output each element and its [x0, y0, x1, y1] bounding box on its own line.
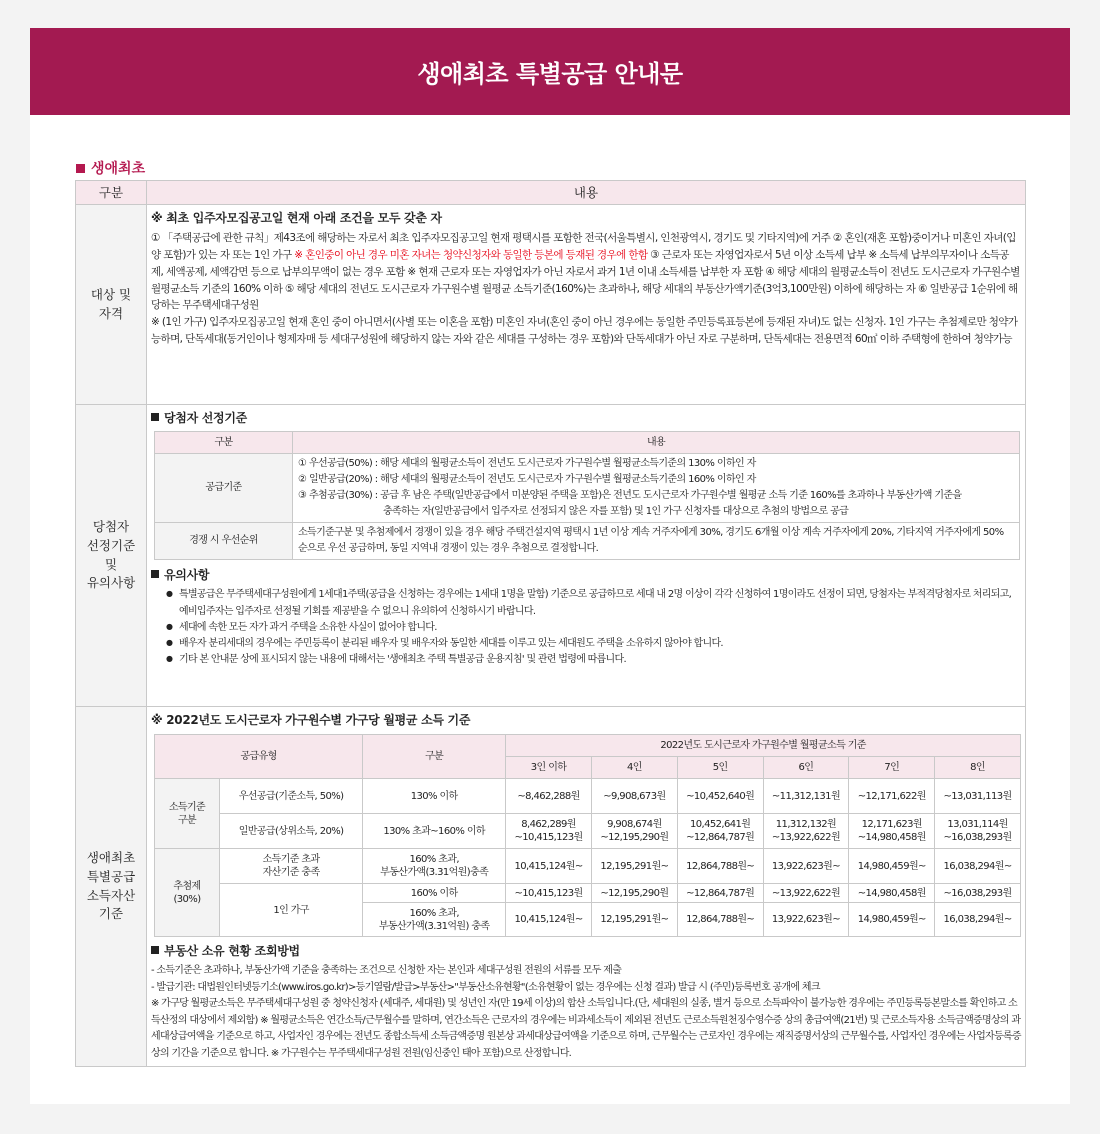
income-label: 생애최초 특별공급 소득자산 기준 [76, 707, 147, 1067]
header-col1: 구분 [76, 181, 147, 205]
supply-line: ② 일반공급(20%) : 해당 세대의 월평균소득이 전년도 도시근로자 가구원수별 월평균소득기준의 160% 이하인 자 [298, 474, 756, 486]
supply-line: ① 우선공급(50%) : 해당 세대의 월평균소득이 전년도 도시근로자 가구원수별 월평균소득기준의 130% 이하인 자 [298, 458, 756, 470]
header-col2: 내용 [147, 181, 1026, 205]
selection-table [154, 431, 1020, 560]
eligibility-heading: ※ 최초 입주자모집공고일 현재 아래 조건을 모두 갖춘 자 [151, 211, 442, 225]
income-gubun: 130% 초과~160% 이하 [363, 814, 506, 849]
notice-page [30, 28, 1070, 1104]
income-cell: 13,031,114원 ~16,038,293원 [935, 814, 1021, 849]
income-group-lottery: 추첨제 (30%) [155, 849, 220, 937]
square-bullet-icon [76, 164, 85, 173]
real-estate-notes [151, 963, 1021, 1062]
eligibility-paragraph-2: ※ (1인 가구) 입주자모집공고일 현재 혼인 중이 아니면서(사별 또는 이혼을 포함) 미혼인 자녀(혼인 중이 아닌 경우에는 동일한 주민등록표등본에 등재된 자녀)도 없는 신청자. 1인 가구는 추첨제로만 청약가능하며, 단독세대(동거인이나 형제자매 등 세대구성원에 해당하지 않는 자와 같은 세대를 구성하는 경우 포함)와 단독세대가 아닌 자로 구분하며, 단독세대는 전용면적 60㎡ 이하 주택형에 한하여 청약가능 [151, 316, 1018, 345]
income-row-general [155, 814, 1021, 849]
income-gubun: 130% 이하 [363, 779, 506, 814]
supply-line: ③ 추첨공급(30%) : 공급 후 남은 주택(일반공급에서 미분양된 주택을 포함)은 전년도 도시근로자 가구원수별 월평균 소득 기준 160%를 초과하나 부동산가액 기준을 [298, 490, 962, 502]
income-cell: ~9,908,673원 [591, 779, 677, 814]
notice-item: ● 세대에 속한 모든 자가 과거 주택을 소유한 사실이 없어야 합니다. [179, 620, 1021, 636]
income-cell: 16,038,294원~ [935, 849, 1021, 884]
income-calculation-note: ※ 가구당 월평균소득은 무주택세대구성원 중 청약신청자 (세대주, 세대원) 및 성년인 자(만 19세 이상)의 합산 소득입니다.(단, 세대원의 실종, 별거 등으로 소득파악이 불가능한 경우에는 주민등록등본말소를 확인하고 소득산정의 대상에서 제외함) ※ 월평균소득은 연간소득/근무월수를 말하며, 연간소득은 근로자의 경우에는 비과세소득이 제외된 전년도 근로소득원천징수영수증 상의 총급여액(21번) 및 근로소득자용 소득금액증명상의 과세대상급여액을 기준으로 하고, 사업자인 경우에는 전년도 종합소득세 소득금액증명 원본상 과세대상급여액을 기준으로 하며, 근무월수는 근로자인 경우에는 재직증명서상의 근무월수를, 사업자인 경우에는 사업자등록증상의 기간을 기준으로 합니다. ※ 가구원수는 무주택세대구성원 전원(임신중인 태아 포함)으로 산정합니다. [151, 998, 1021, 1059]
page-title-banner [30, 28, 1070, 115]
real-estate-heading-text: 부동산 소유 현황 조회방법 [164, 944, 300, 959]
income-gubun: 160% 초과, 부동산가액(3.31억원)충족 [363, 849, 506, 884]
real-estate-line: - 소득기준은 초과하나, 부동산가액 기준을 충족하는 조건으로 신청한 자는 본인과 세대구성원 전원의 서류를 모두 제출 [151, 965, 622, 977]
selection-content [147, 405, 1026, 707]
notice-heading [151, 566, 1021, 585]
income-cell: 12,195,291원~ [591, 849, 677, 884]
income-row-single [155, 884, 1021, 903]
page-title: 생애최초 특별공급 안내문 [417, 60, 683, 88]
income-cell: 10,415,124원~ [506, 903, 592, 937]
income-cell: 14,980,459원~ [849, 849, 935, 884]
income-th-group: 2022년도 도시근로자 가구원수별 월평균소득 기준 [506, 735, 1021, 757]
eligibility-label: 대상 및 자격 [76, 205, 147, 405]
selection-label: 당첨자 선정기준 및 유의사항 [76, 405, 147, 707]
real-estate-line: - 발급기관: 대법원인터넷등기소(www.iros.go.kr)>등기열람/발급>부동산>"부동산소유현황"(소유현황이 없는 경우에는 신청 결과) 발급 시 (주민)등록번호 공개에 체크 [151, 981, 820, 993]
supply-criteria-label: 공급기준 [155, 454, 293, 523]
income-cell: 10,452,641원 ~12,864,787원 [677, 814, 763, 849]
income-cell: ~16,038,293원 [935, 884, 1021, 903]
income-th-type: 공급유형 [155, 735, 363, 779]
income-cell: ~14,980,458원 [849, 884, 935, 903]
eligibility-text-b: ③ 근로자 또는 자영업자로서 5년 이상 소득세 납부 ※ 소득세 납부의무자이나 소득공제, 세액공제, 세액감면 등으로 납부의무액이 없는 경우 포함 ※ 현재 근로자 또는 자영업자가 아닌 자로서 과거 1년 이내 소득세를 납부한 자 포함 ④ 해당 세대의 월평균소득이 전년도 도시근로자 가구원수별 월평균소득 기준의 160% 이하 ⑤ 해당 세대의 전년도 도시근로자 가구원수별 월평균 소득기준(160%)는 초과하나, 해당 세대의 부동산가액기준(3억3,100만원) 이하에 해당하는 자 ⑥ 일반공급 1순위에 해당하는 무주택세대구성원 [151, 248, 1020, 312]
income-group-income: 소득기준 구분 [155, 779, 220, 849]
income-row-lottery-asset [155, 849, 1021, 884]
priority-content: 소득기준구분 및 추첨제에서 경쟁이 있을 경우 해당 주택건설지역 평택시 1년 이상 계속 거주자에게 30%, 경기도 6개월 이상 계속 거주자에게 20%, 기타지역 거주자에게 50% 순으로 우선 공급하며, 동일 지역내 경쟁이 있는 경우 추첨으로 결정합니다. [293, 523, 1020, 560]
income-content [147, 707, 1026, 1067]
income-cell: ~12,171,622원 [849, 779, 935, 814]
income-cell: ~10,415,123원 [506, 884, 592, 903]
income-gubun: 160% 초과, 부동산가액(3.31억원) 충족 [363, 903, 506, 937]
notice-item: ● 특별공급은 무주택세대구성원에게 1세대1주택(공급을 신청하는 경우에는 1세대 1명을 말함) 기준으로 공급하므로 세대 내 2명 이상이 각각 신청하여 1명이라도 선정이 되면, 당첨자는 부적격당첨자로 처리되고, 예비입주자는 입주자로 선정될 기회를 제공받을 수 없으니 유의하여 신청하시기 바랍니다. [179, 587, 1021, 619]
real-estate-heading [151, 942, 1021, 961]
selection-table-head-2: 내용 [293, 432, 1020, 454]
selection-heading-text: 당첨자 선정기준 [164, 411, 247, 425]
income-cell: 8,462,289원 ~10,415,123원 [506, 814, 592, 849]
eligibility-text-a: ① 「주택공급에 관한 규칙」제43조에 해당하는 자로서 최초 입주자모집공고일 현재 평택시를 포함한 전국(서울특별시, 인천광역시, 경기도 및 기타지역)에 거주 ② 혼인(재혼 포함)중이거나 미혼인 자녀(입양 포함)가 있는 자 또는 1인 가구 [151, 232, 1016, 261]
income-th-person: 7인 [849, 757, 935, 779]
income-th-person: 8인 [935, 757, 1021, 779]
income-type: 일반공급(상위소득, 20%) [220, 814, 363, 849]
income-gubun: 160% 이하 [363, 884, 506, 903]
income-cell: ~13,922,622원 [763, 884, 849, 903]
income-type: 소득기준 초과 자산기준 충족 [220, 849, 363, 884]
income-cell: 13,922,623원~ [763, 849, 849, 884]
section-title-text: 생애최초 [91, 161, 146, 177]
income-cell: 12,171,623원 ~14,980,458원 [849, 814, 935, 849]
income-cell: ~13,031,113원 [935, 779, 1021, 814]
income-th-person: 6인 [763, 757, 849, 779]
main-table [75, 180, 1026, 1067]
income-th-person: 3인 이하 [506, 757, 592, 779]
supply-criteria-content [293, 454, 1020, 523]
supply-line: 충족하는 자(일반공급에서 입주자로 선정되지 않은 자를 포함) 및 1인 가구 신청자를 대상으로 추첨의 방법으로 공급 [383, 506, 849, 518]
income-cell: ~8,462,288원 [506, 779, 592, 814]
income-th-person: 5인 [677, 757, 763, 779]
selection-table-head-1: 구분 [155, 432, 293, 454]
income-cell: ~11,312,131원 [763, 779, 849, 814]
notice-list [151, 587, 1021, 668]
income-type: 1인 가구 [220, 884, 363, 937]
section-title [76, 158, 145, 178]
priority-label: 경쟁 시 우선순위 [155, 523, 293, 560]
income-cell: 11,312,132원 ~13,922,622원 [763, 814, 849, 849]
income-th-gubun: 구분 [363, 735, 506, 779]
income-cell: ~12,195,290원 [591, 884, 677, 903]
income-cell: ~12,864,787원 [677, 884, 763, 903]
income-cell: 9,908,674원 ~12,195,290원 [591, 814, 677, 849]
income-cell: 10,415,124원~ [506, 849, 592, 884]
income-cell: 14,980,459원~ [849, 903, 935, 937]
income-th-person: 4인 [591, 757, 677, 779]
income-cell: 13,922,623원~ [763, 903, 849, 937]
income-cell: 16,038,294원~ [935, 903, 1021, 937]
income-cell: 12,864,788원~ [677, 903, 763, 937]
income-row-priority [155, 779, 1021, 814]
income-type: 우선공급(기준소득, 50%) [220, 779, 363, 814]
eligibility-red-note: ※ 혼인중이 아닌 경우 미혼 자녀는 청약신청자와 동일한 등본에 등재된 경우에 한함 [294, 248, 648, 261]
notice-item: ● 배우자 분리세대의 경우에는 주민등록이 분리된 배우자 및 배우자와 동일한 세대를 이루고 있는 세대원도 주택을 소유하지 않아야 합니다. [179, 636, 1021, 652]
square-bullet-icon [151, 570, 159, 578]
square-bullet-icon [151, 413, 159, 421]
notice-heading-text: 유의사항 [164, 568, 210, 583]
selection-heading [151, 409, 1021, 428]
notice-item: ● 기타 본 안내문 상에 표시되지 않는 내용에 대해서는 '생애최초 주택 특별공급 운용지침' 및 관련 법령에 따릅니다. [179, 652, 1021, 668]
income-cell: 12,864,788원~ [677, 849, 763, 884]
square-bullet-icon [151, 946, 159, 954]
income-cell: 12,195,291원~ [591, 903, 677, 937]
income-cell: ~10,452,640원 [677, 779, 763, 814]
income-heading: ※ 2022년도 도시근로자 가구원수별 가구당 월평균 소득 기준 [151, 713, 471, 727]
income-table [154, 734, 1021, 937]
eligibility-paragraph-1 [151, 230, 1021, 314]
eligibility-content [147, 205, 1026, 405]
